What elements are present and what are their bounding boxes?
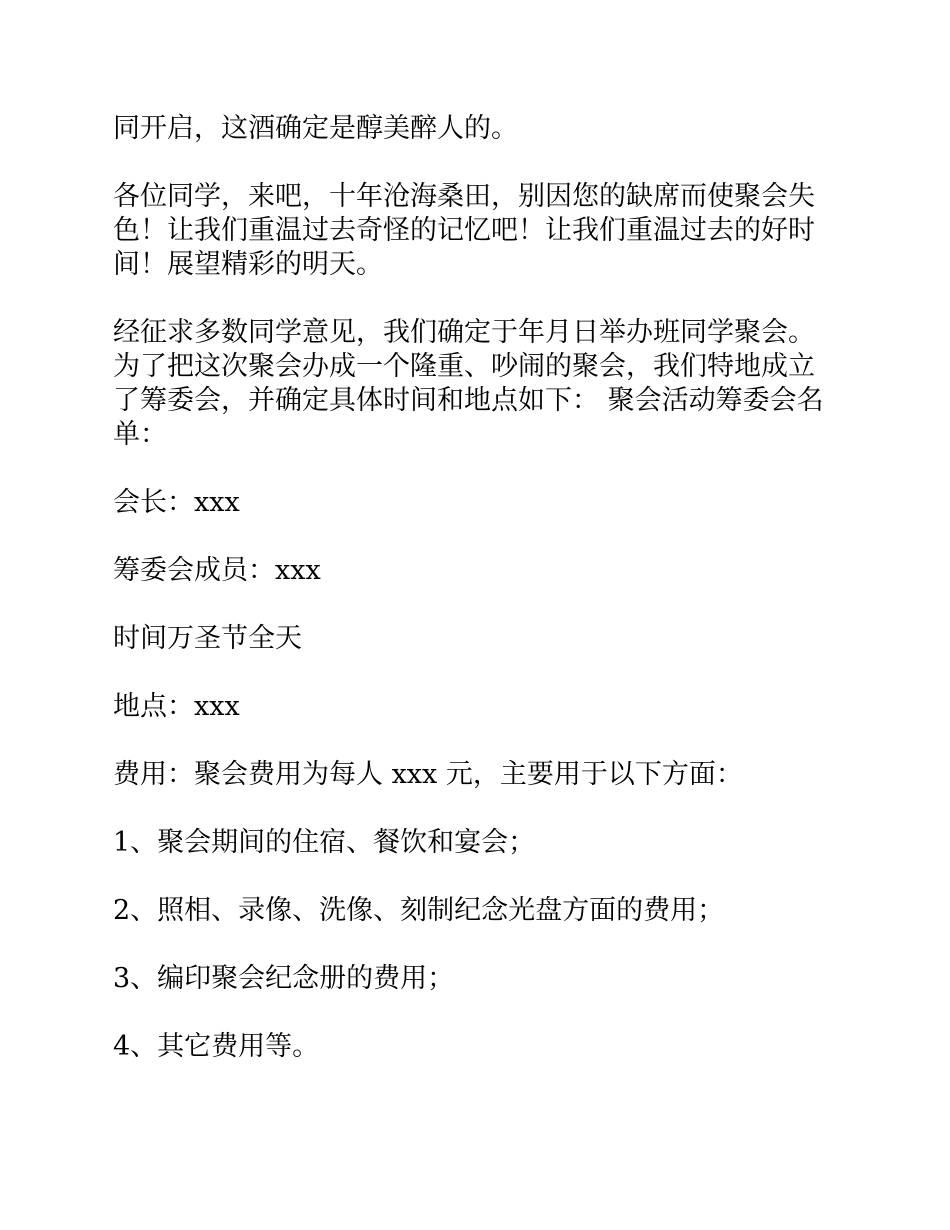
paragraph-fees: 费用：聚会费用为每人 xxx 元，主要用于以下方面： <box>113 759 743 790</box>
paragraph-opening: 同开启，这酒确定是醇美醉人的。 <box>113 113 518 144</box>
paragraph-committee-members: 筹委会成员：xxx <box>113 555 321 586</box>
list-item-fee-3: 3、编印聚会纪念册的费用； <box>113 963 455 994</box>
paragraph-arrangement: 经征求多数同学意见，我们确定于年月日举办班同学聚会。为了把这次聚会办成一个隆重、吵闹的聚会，我们特地成立了筹委会，并确定具体时间和地点如下： 聚会活动筹委会名单： <box>113 317 824 450</box>
paragraph-location: 地点：xxx <box>113 691 240 722</box>
paragraph-president: 会长：xxx <box>113 487 240 518</box>
list-item-fee-1: 1、聚会期间的住宿、餐饮和宴会； <box>113 827 536 858</box>
paragraph-time: 时间万圣节全天 <box>113 623 302 654</box>
list-item-fee-4: 4、其它费用等。 <box>113 1031 320 1062</box>
document-body <box>113 112 838 1098</box>
paragraph-invitation: 各位同学，来吧，十年沧海桑田，别因您的缺席而使聚会失色！让我们重温过去奇怪的记忆吧！让我们重温过去的好时间！展望精彩的明天。 <box>113 181 815 280</box>
list-item-fee-2: 2、照相、录像、洗像、刻制纪念光盘方面的费用； <box>113 895 725 926</box>
